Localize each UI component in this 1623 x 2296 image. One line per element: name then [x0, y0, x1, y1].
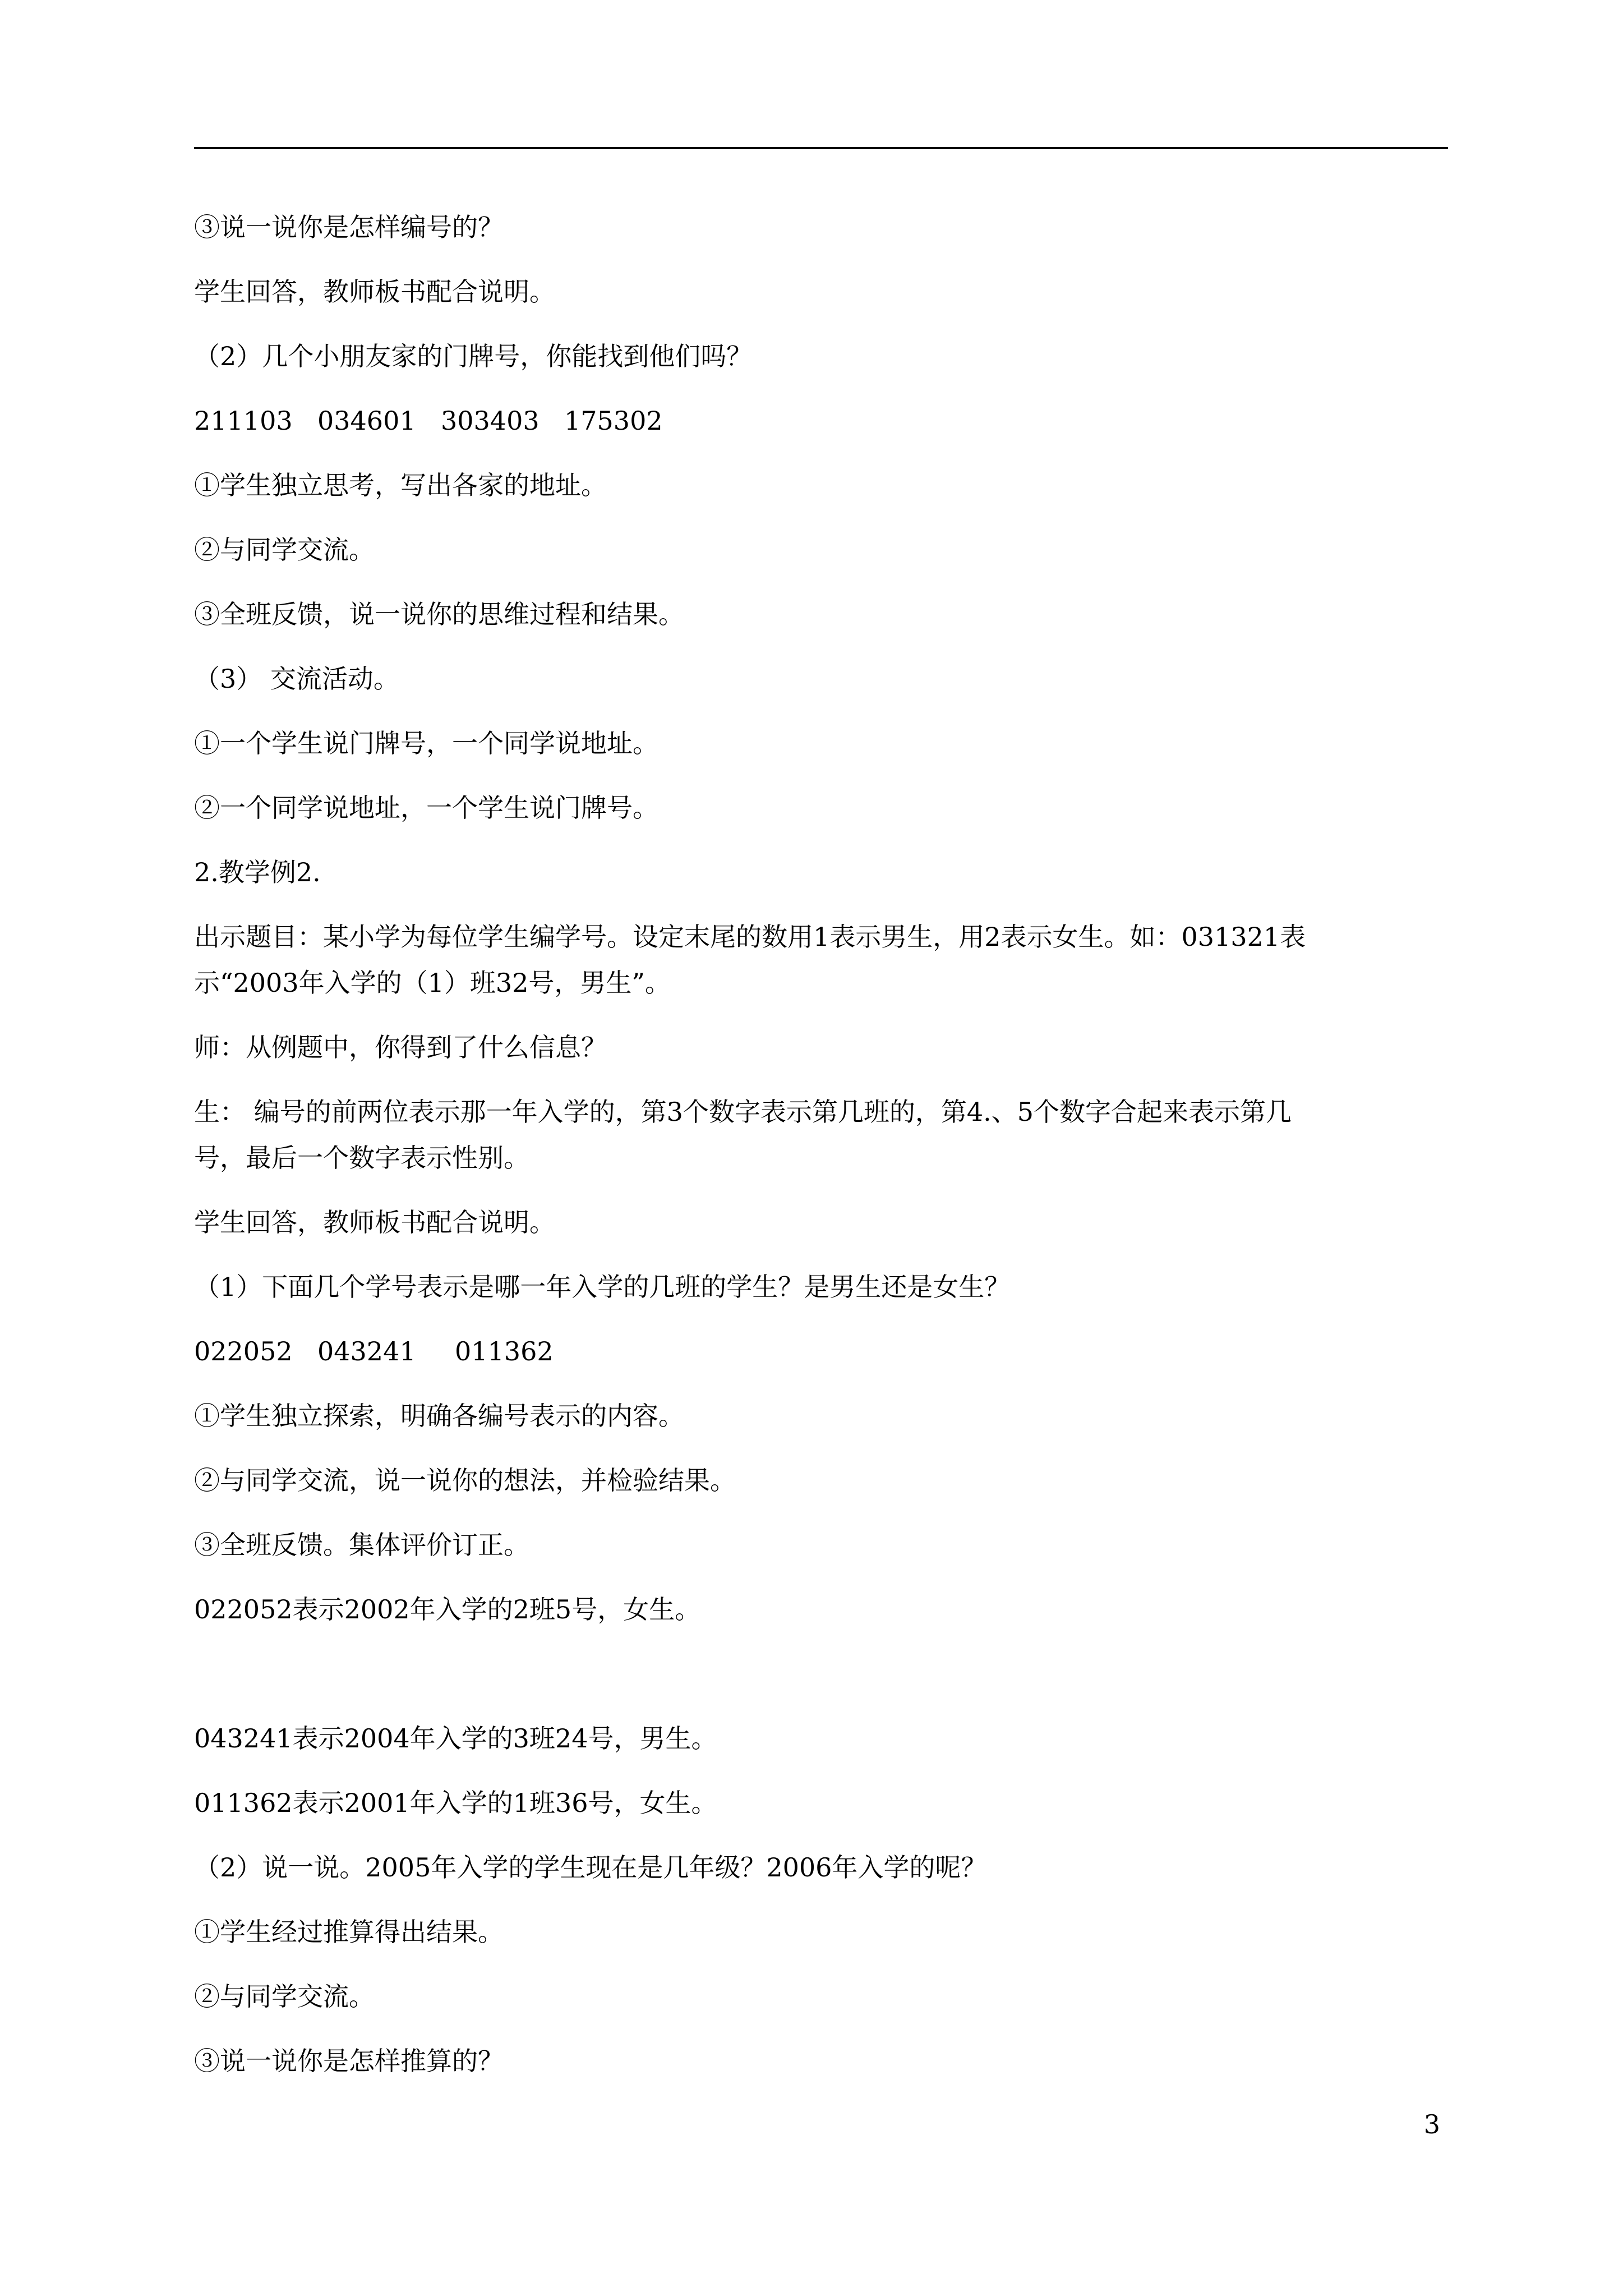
- house-number: 175302: [564, 406, 663, 436]
- text-line: ②与同学交流，说一说你的想法，并检验结果。: [194, 1465, 736, 1496]
- page-number: 3: [1423, 2109, 1440, 2139]
- text-line: 示“2003年入学的（1）班32号，男生”。: [194, 968, 671, 998]
- house-number-list: [194, 404, 1448, 437]
- text-line: ③说一说你是怎样推算的？: [194, 2046, 504, 2076]
- text-line: 011362表示2001年入学的1班36号，女生。: [194, 1788, 717, 1818]
- house-number: 303403: [441, 406, 540, 436]
- section-heading: 2.教学例2.: [194, 857, 321, 887]
- text-line: ②一个同学说地址，一个学生说门牌号。: [194, 793, 658, 823]
- text-line: ③说一说你是怎样编号的？: [194, 212, 504, 242]
- student-number: 022052: [194, 1336, 293, 1366]
- text-line: 生： 编号的前两位表示那一年入学的，第3个数字表示第几班的，第4.、5个数字合起来表示第几: [194, 1097, 1292, 1127]
- text-line: （3） 交流活动。: [194, 664, 399, 694]
- text-line: ②与同学交流。: [194, 1981, 375, 2012]
- student-number: 043241: [317, 1336, 416, 1366]
- text-line: （1）下面几个学号表示是哪一年入学的几班的学生？是男生还是女生？: [194, 1272, 1011, 1302]
- text-line: 师：从例题中，你得到了什么信息？: [194, 1032, 607, 1062]
- text-line: ②与同学交流。: [194, 535, 375, 565]
- text-line: ①一个学生说门牌号，一个同学说地址。: [194, 728, 658, 758]
- text-line: 学生回答，教师板书配合说明。: [194, 1207, 555, 1237]
- house-number: 034601: [317, 406, 416, 436]
- text-line: 043241表示2004年入学的3班24号，男生。: [194, 1723, 717, 1754]
- house-number: 211103: [194, 406, 293, 436]
- text-line: （2）几个小朋友家的门牌号，你能找到他们吗？: [194, 341, 753, 371]
- text-line: 号，最后一个数字表示性别。: [194, 1143, 529, 1173]
- text-line: ③全班反馈，说一说你的思维过程和结果。: [194, 599, 684, 629]
- text-line: ①学生独立思考，写出各家的地址。: [194, 470, 607, 500]
- text-line: 学生回答，教师板书配合说明。: [194, 277, 555, 307]
- student-number: 011362: [455, 1336, 554, 1366]
- student-number-list: [194, 1335, 1448, 1368]
- text-line: （2）说一说。2005年入学的学生现在是几年级？2006年入学的呢？: [194, 1852, 987, 1883]
- text-line: ③全班反馈。集体评价订正。: [194, 1530, 529, 1560]
- document-body: [194, 211, 1448, 2109]
- text-line: ①学生独立探索，明确各编号表示的内容。: [194, 1401, 684, 1431]
- text-line: ①学生经过推算得出结果。: [194, 1917, 504, 1947]
- header-rule: [194, 147, 1448, 149]
- text-line: 出示题目：某小学为每位学生编学号。设定末尾的数用1表示男生，用2表示女生。如：031321表: [194, 922, 1306, 952]
- text-line: 022052表示2002年入学的2班5号，女生。: [194, 1594, 701, 1625]
